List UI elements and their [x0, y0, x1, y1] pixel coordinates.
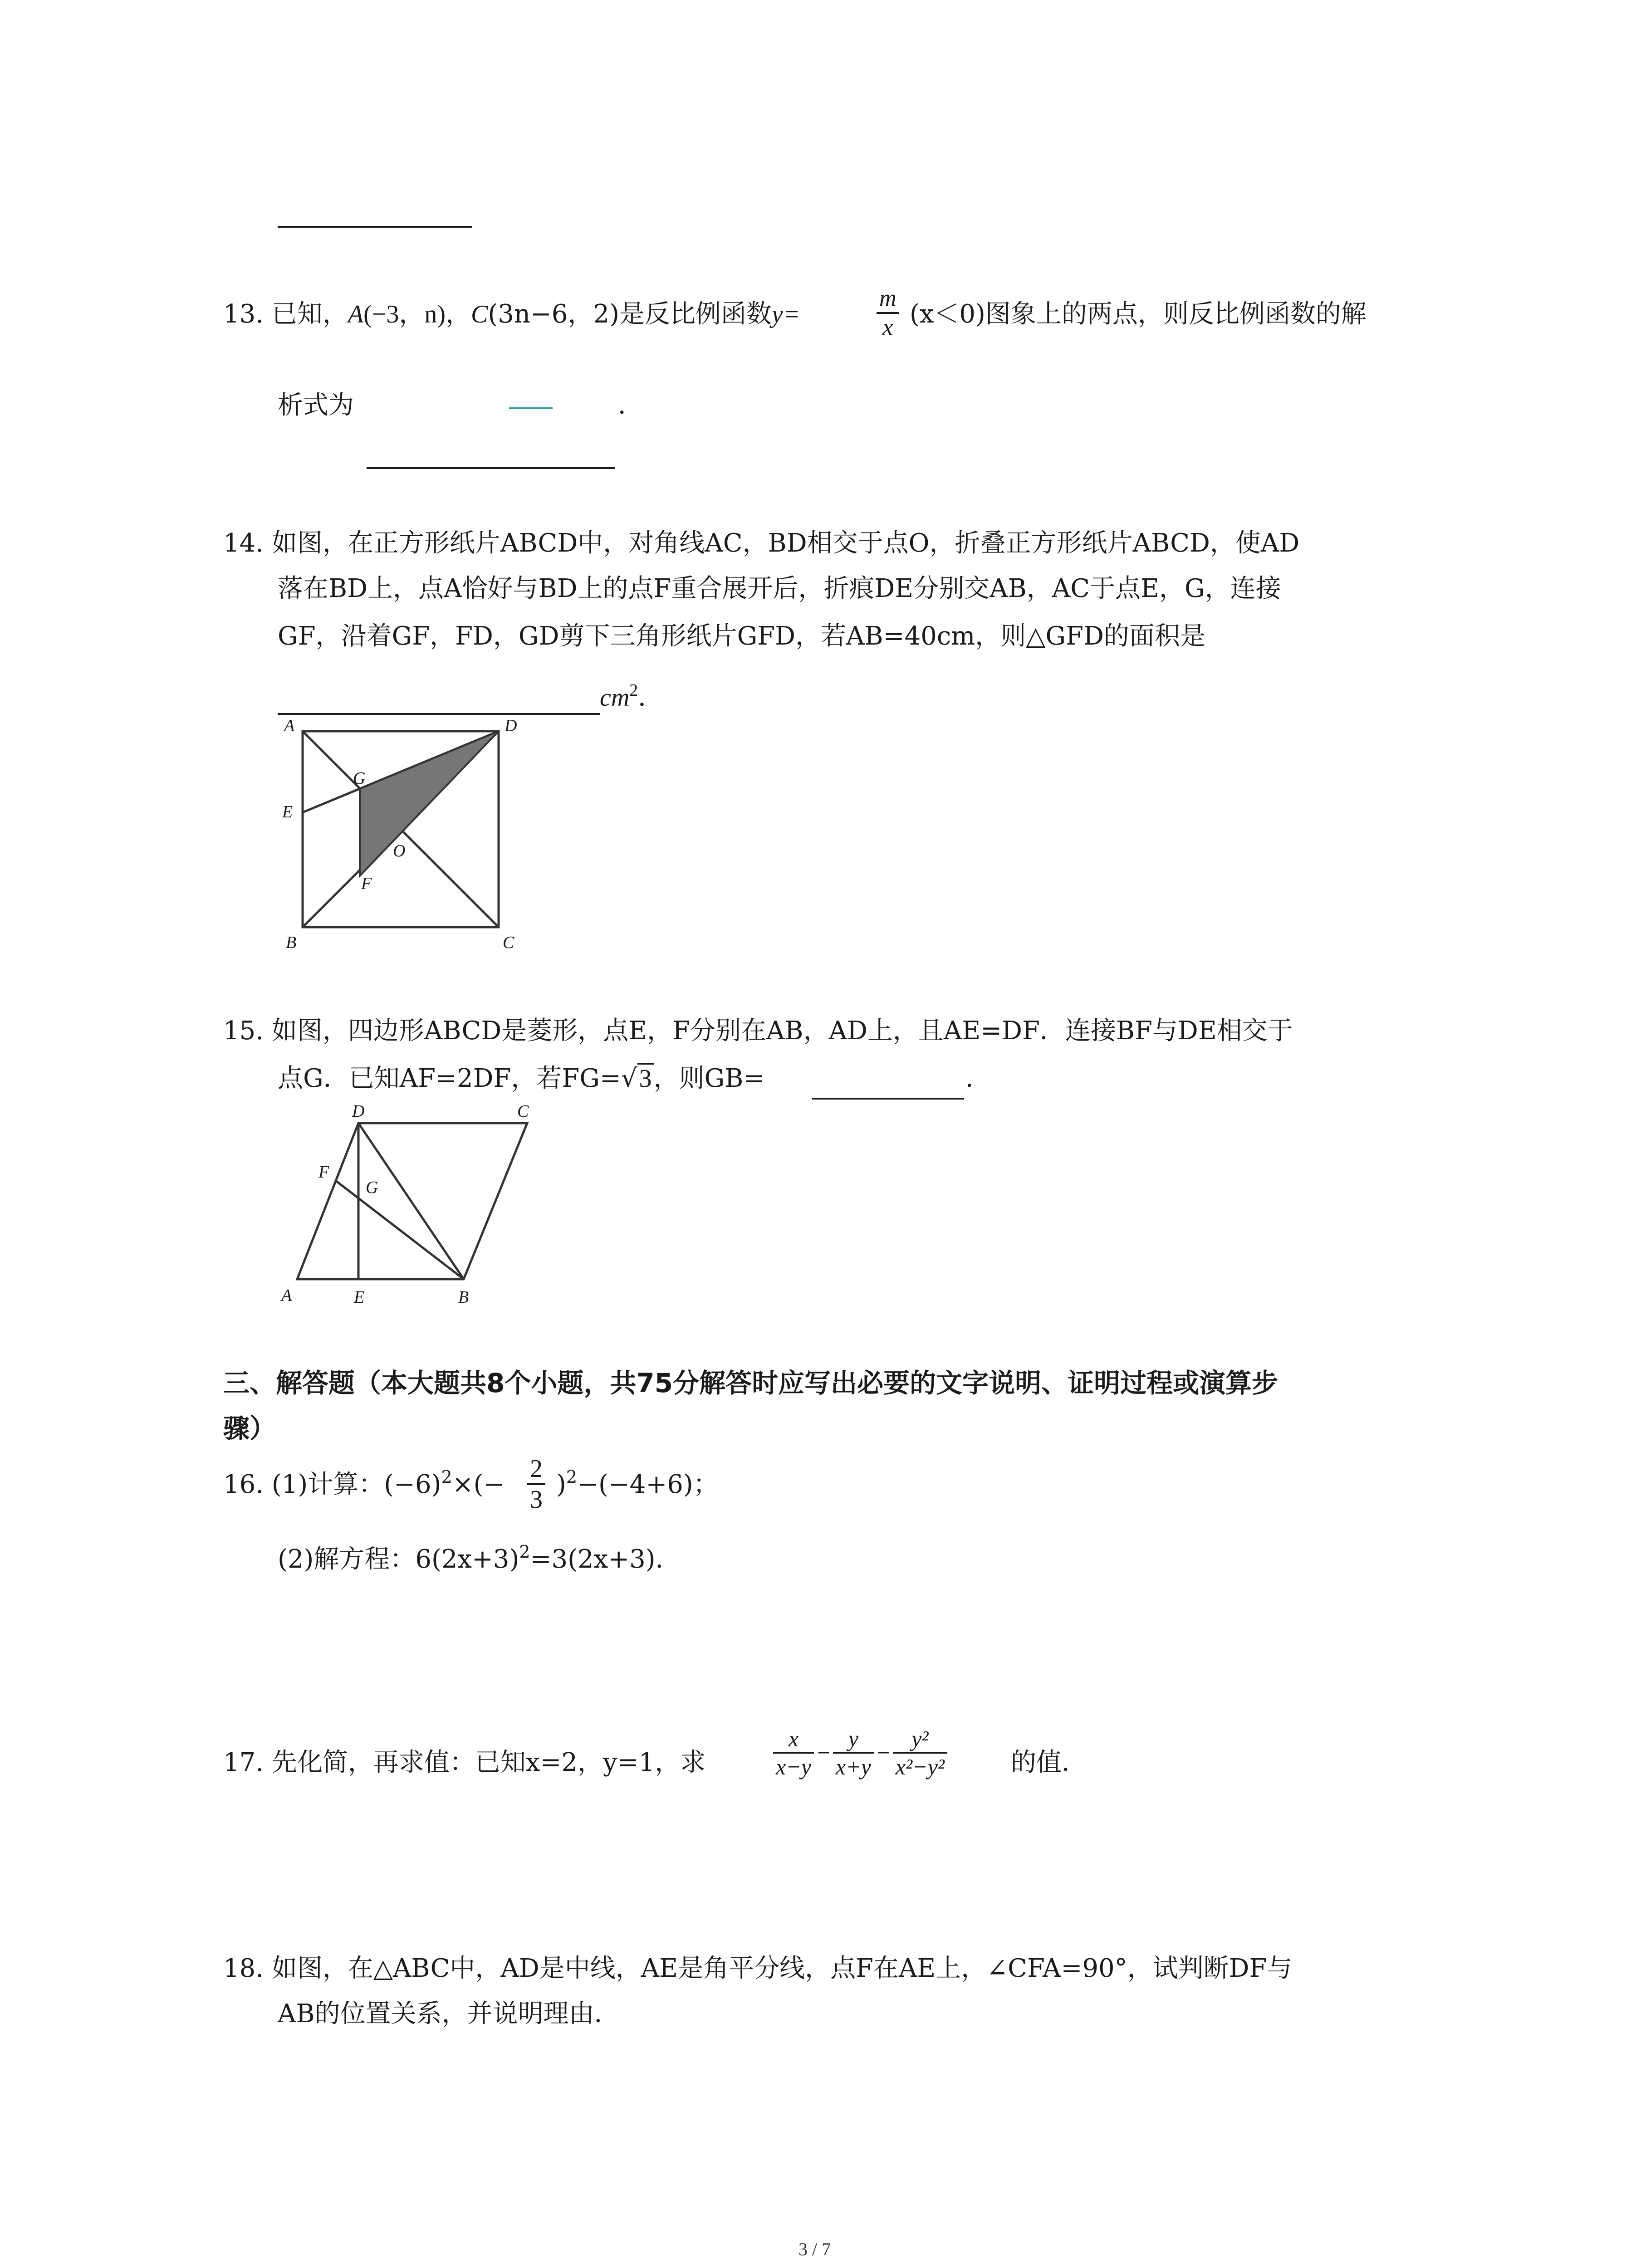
- q15-label-a: A: [281, 1286, 292, 1305]
- q15-segment-bf: [336, 1181, 464, 1279]
- q15-number: 15.: [223, 1016, 264, 1046]
- q18-number: 18.: [223, 1954, 264, 1983]
- q13-line2-end: ．: [618, 391, 643, 420]
- q14-label-d: D: [505, 716, 517, 735]
- q13-condition: (x＜0)图象上的两点，则反比例函数的解: [910, 299, 1367, 329]
- q14-label-b: B: [286, 933, 297, 952]
- q14-shaded-triangle-gfd: [360, 731, 499, 876]
- q17-lead: 17. 先化简，再求值：已知x=2，y=1，求: [223, 1748, 706, 1777]
- q15-line1: 15. 如图，四边形ABCD是菱形，点E，F分别在AB，AD上，且AE=DF．连接BF与DE相交于: [223, 1016, 1293, 1046]
- q15-label-f: F: [318, 1163, 329, 1182]
- q13-teal-mark: [509, 407, 553, 409]
- q16-part1-tail: )$^2$−(−4+6)；: [556, 1467, 719, 1499]
- q14-line3: GF，沿着GF，FD，GD剪下三角形纸片GFD，若AB=40cm，则△GFD的面积是: [278, 621, 1205, 651]
- page-number: 3 / 7: [798, 2239, 831, 2259]
- q15-answer-blank: [812, 1098, 964, 1100]
- q18-line2: AB的位置关系，并说明理由．: [278, 1999, 620, 2028]
- q16-fraction: $\frac{2}{3}$: [525, 1456, 547, 1512]
- q15-line2: 点G．已知AF=2DF，若FG=√3，则GB=: [278, 1064, 765, 1093]
- q17-expression: $\frac{x}{x-y}$ − $\frac{y}{x+y}$ − $\frac{\text{y²}}{\text{x²−y²}}$: [771, 1727, 949, 1778]
- q14-label-a: A: [284, 716, 295, 735]
- q14-label-g: G: [353, 769, 366, 788]
- q14-label-f: F: [361, 874, 372, 893]
- q15-label-e: E: [354, 1288, 365, 1307]
- q14-label-c: C: [503, 933, 514, 952]
- q16-part1-lead: 16. (1)计算：$(-6)^2\times(-$: [223, 1467, 505, 1499]
- section3-heading-line2: 骤）: [223, 1413, 276, 1444]
- q13-answer-blank: [367, 467, 615, 469]
- q17-number: 17.: [223, 1748, 264, 1777]
- q14-line2: 落在BD上，点A恰好与BD上的点F重合展开后，折痕DE分别交AB，AC于点E，G，连接: [278, 574, 1281, 603]
- q16-number: 16.: [223, 1470, 264, 1499]
- q14-number: 14.: [223, 528, 264, 558]
- q14-unit: $cm^2$．: [600, 681, 664, 712]
- q14-label-e: E: [282, 802, 293, 821]
- q13-number: 13.: [223, 299, 264, 329]
- q17-tail: 的值．: [1011, 1748, 1087, 1777]
- q15-label-d: D: [352, 1102, 365, 1121]
- q15-figure: [272, 1098, 544, 1315]
- q16-part2: (2)解方程：$6(2x+3)^2=3(2x+3)$．: [278, 1542, 681, 1574]
- q13-line2: 析式为: [278, 391, 354, 420]
- q15-label-c: C: [517, 1102, 529, 1121]
- q18-line1: 18. 如图，在△ABC中，AD是中线，AE是角平分线，点F在AE上，∠CFA=90°，试判断DF与: [223, 1954, 1293, 1983]
- q14-line1: 14. 如图，在正方形纸片ABCD中，对角线AC，BD相交于点O，折叠正方形纸片ABCD，使AD: [223, 528, 1300, 558]
- q14-label-o: O: [393, 841, 406, 860]
- q15-line2-end: ．: [965, 1064, 991, 1093]
- q15-label-g: G: [366, 1178, 378, 1197]
- section3-heading-line1: 三、解答题（本大题共8个小题，共75分解答时应写出必要的文字说明、证明过程或演算步: [223, 1368, 1279, 1398]
- q13-line1: 13. 已知，A(−3，n)，C(3n−6，2)是反比例函数y=: [223, 299, 800, 329]
- q14-figure: [272, 712, 544, 966]
- q15-diagonal-db: [358, 1123, 464, 1279]
- q13-fraction: $\frac{m}{x}$: [875, 287, 901, 339]
- answer-blank-top: [278, 226, 472, 228]
- q15-label-b: B: [458, 1288, 469, 1307]
- sqrt-symbol: √: [621, 1064, 637, 1093]
